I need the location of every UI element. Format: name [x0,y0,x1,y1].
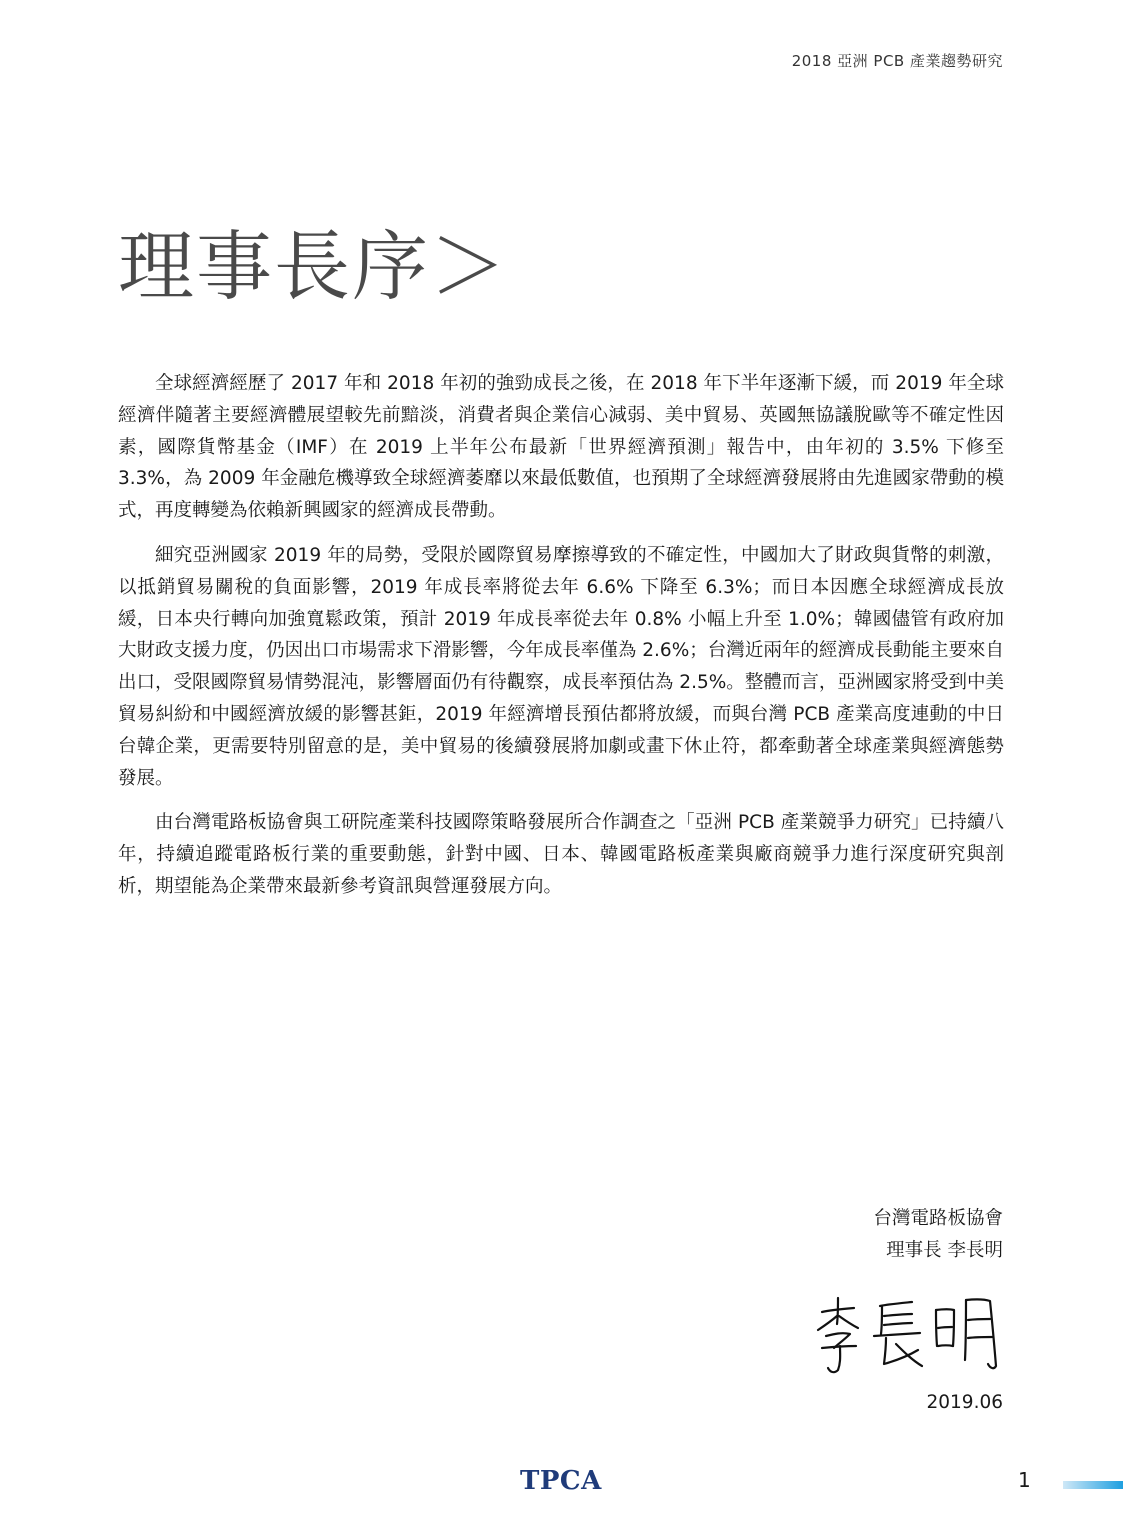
paragraph-2: 細究亞洲國家 2019 年的局勢，受限於國際貿易摩擦導致的不確定性，中國加大了財政與貨幣的刺激，以抵銷貿易關稅的負面影響，2019 年成長率將從去年 6.6% 下降至 6.3%；而日本因應全球經濟成長放緩，日本央行轉向加強寬鬆政策，預計 2019 年成長率從去年 0.8% 小幅上升至 1.0%；韓國儘管有政府加大財政支援力度，仍因出口市場需求下滑影響，今年成長率僅為 2.6%；台灣近兩年的經濟成長動能主要來自出口，受限國際貿易情勢混沌，影響層面仍有待觀察，成長率預估為 2.5%。整體而言，亞洲國家將受到中美貿易糾紛和中國經濟放緩的影響甚鉅，2019 年經濟增長預估都將放緩，而與台灣 PCB 產業高度連動的中日台韓企業，更需要特別留意的是，美中貿易的後續發展將加劇或畫下休止符，都牽動著全球產業與經濟態勢發展。 [118,544,1004,789]
body-text [118,368,1004,916]
tpca-logo: TPCA [520,1466,602,1496]
page-title: 理事長序＞ [118,222,508,311]
handwritten-signature [808,1290,1008,1380]
signature-block [873,1203,1003,1267]
signer-organization: 台灣電路板協會 [873,1208,1003,1229]
running-header: 2018 亞洲 PCB 產業趨勢研究 [791,52,1003,70]
paragraph-3: 由台灣電路板協會與工研院產業科技國際策略發展所合作調查之「亞洲 PCB 產業競爭力研究」已持續八年，持續追蹤電路板行業的重要動態，針對中國、日本、韓國電路板產業與廠商競爭力進行深度研究與剖析，期望能為企業帶來最新參考資訊與營運發展方向。 [118,812,1004,897]
page-number: 1 [1018,1468,1031,1492]
sign-date: 2019.06 [926,1392,1003,1413]
paragraph-1: 全球經濟經歷了 2017 年和 2018 年初的強勁成長之後，在 2018 年下半年逐漸下緩，而 2019 年全球經濟伴隨著主要經濟體展望較先前黯淡，消費者與企業信心減弱、美中貿易、英國無協議脫歐等不確定性因素，國際貨幣基金（IMF）在 2019 上半年公布最新「世界經濟預測」報告中，由年初的 3.5% 下修至 3.3%，為 2009 年金融危機導致全球經濟萎靡以來最低數值，也預期了全球經濟發展將由先進國家帶動的模式，再度轉變為依賴新興國家的經濟成長帶動。 [118,373,1004,522]
footer-accent-bar [1063,1481,1123,1489]
signer-title-name: 理事長 李長明 [886,1240,1003,1261]
